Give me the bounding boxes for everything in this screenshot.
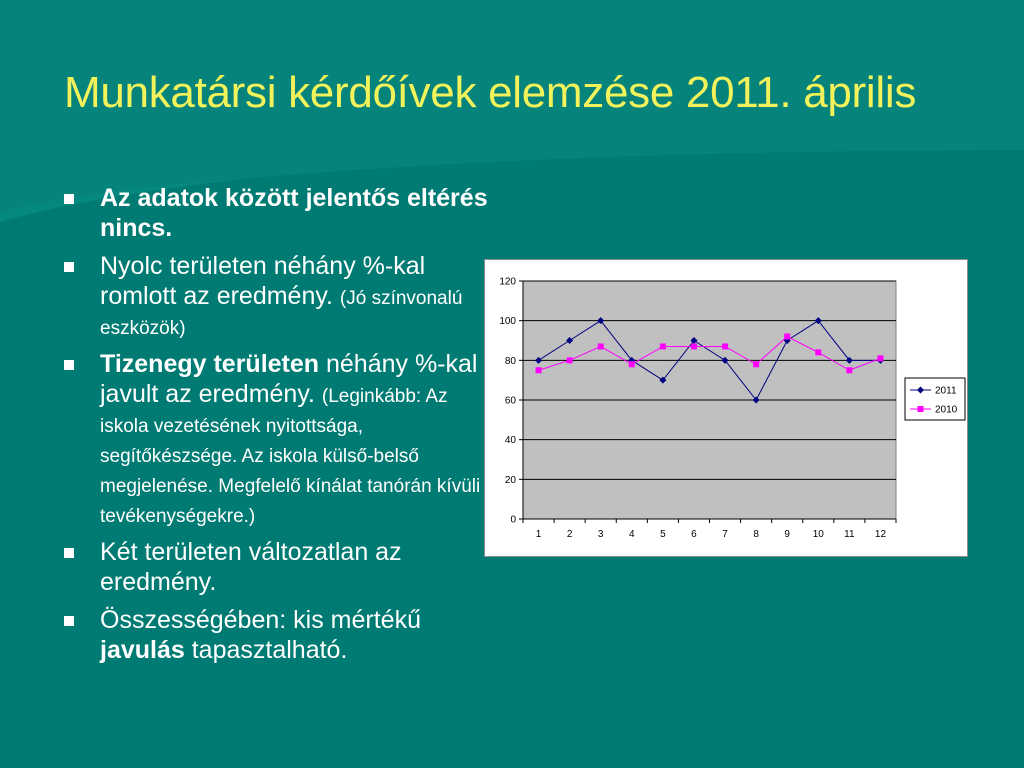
y-tick-label: 100 [499,316,516,328]
bullet-square-icon [64,548,74,558]
legend-label: 2010 [935,404,958,416]
bullet-text: Tizenegy területen [100,350,320,378]
data-point-2010 [691,343,697,349]
y-tick-label: 60 [504,395,516,407]
bullet-text: tapasztalható. [184,636,348,664]
bullet-square-icon [64,360,74,370]
data-point-2010 [660,343,666,349]
bullet-text: (Leginkább: Az iskola vezetésének nyitottsága, segítőkészsége. Az iskola külső-belső megjelenése. Megfelelő kínálat tanórán kívüli tevékenységekre.) [100,386,481,527]
bullet-item [62,349,492,529]
bullet-square-icon [64,194,74,204]
y-tick-label: 80 [504,355,516,367]
bullet-item [62,605,492,665]
data-point-2010 [877,355,883,361]
line-chart [484,259,968,557]
y-tick-label: 40 [504,435,516,447]
data-point-2010 [753,361,759,367]
data-point-2010 [629,361,635,367]
bullet-text: Két területen változatlan az eredmény. [100,538,402,596]
bullet-square-icon [64,262,74,272]
bullet-square-icon [64,616,74,626]
x-tick-label: 6 [691,529,697,540]
bullet-text: néhány %-kal javult az eredmény. [100,350,478,408]
bullet-text: Nyolc területen néhány %-kal romlott az eredmény. [100,252,426,310]
legend-marker [918,406,924,412]
chart-canvas [485,260,967,556]
x-tick-label: 7 [722,529,728,540]
bullet-text: Az adatok között jelentős eltérés nincs. [100,184,488,242]
bullet-item [62,251,492,341]
x-tick-label: 1 [535,529,542,540]
bullet-text: Összességében: kis mértékű [100,606,421,634]
data-point-2010 [598,343,604,349]
data-point-2010 [815,349,821,355]
bullet-item [62,537,492,597]
y-tick-label: 20 [504,474,516,486]
x-tick-label: 10 [812,529,824,540]
y-tick-label: 0 [510,514,516,526]
x-tick-label: 9 [784,529,790,540]
data-point-2010 [567,357,573,363]
legend-label: 2011 [935,385,957,397]
slide-title: Munkatársi kérdőívek elemzése 2011. április [64,68,917,117]
bullet-item [62,183,492,243]
x-tick-label: 11 [844,529,855,540]
x-tick-label: 4 [629,529,635,540]
x-tick-label: 2 [566,529,573,540]
bullet-text: javulás [100,636,185,664]
x-tick-label: 8 [753,529,759,540]
data-point-2010 [722,343,728,349]
x-tick-label: 12 [874,529,887,540]
x-tick-label: 5 [660,529,666,540]
data-point-2010 [536,367,542,373]
y-tick-label: 120 [499,276,516,288]
x-tick-label: 3 [597,529,604,540]
bullet-list [62,183,492,673]
data-point-2010 [846,367,852,373]
data-point-2010 [784,334,790,340]
bullet-text: (Jó színvonalú eszközök) [100,288,463,339]
